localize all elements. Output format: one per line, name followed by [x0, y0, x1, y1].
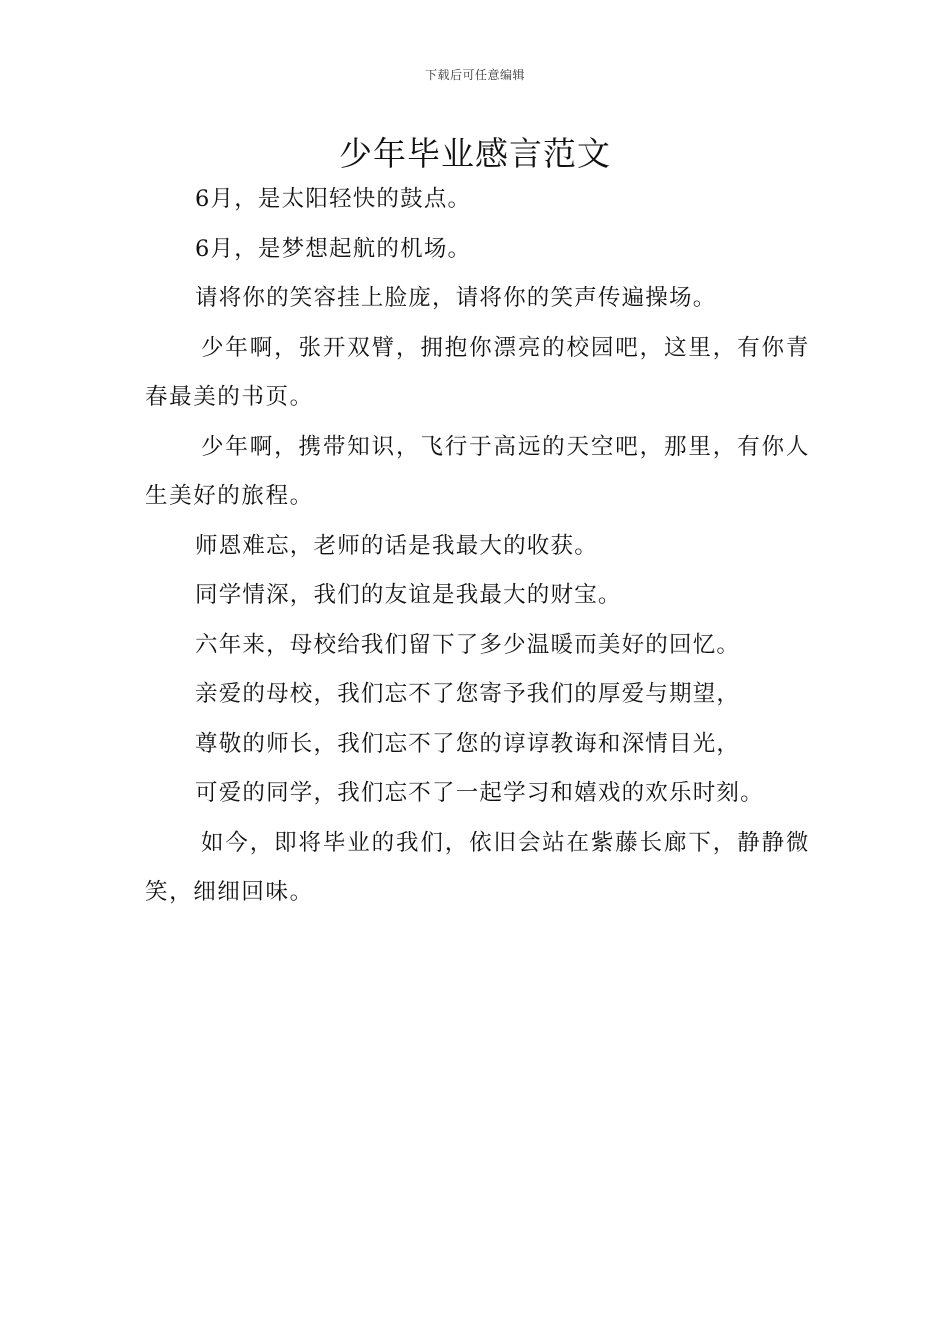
paragraph: 可爱的同学，我们忘不了一起学习和嬉戏的欢乐时刻。 [195, 780, 764, 806]
paragraph: 亲爱的母校，我们忘不了您寄予我们的厚爱与期望， [195, 681, 741, 707]
document-body [145, 175, 810, 918]
paragraph: 6月，是梦想起航的机场。 [195, 235, 472, 262]
paragraph: 少年啊，携带知识，飞行于高远的天空吧，那里，有你人生美好的旅程。 [145, 433, 810, 509]
paragraph: 尊敬的师长，我们忘不了您的谆谆教诲和深情目光， [195, 730, 741, 757]
paragraph: 师恩难忘，老师的话是我最大的收获。 [195, 532, 598, 559]
header-note: 下载后可任意编辑 [424, 68, 525, 82]
paragraph: 少年啊，张开双臂，拥抱你漂亮的校园吧，这里，有你青春最美的书页。 [145, 334, 810, 410]
paragraph: 如今，即将毕业的我们，依旧会站在紫藤长廊下，静静微笑，细细回味。 [145, 829, 810, 905]
paragraph: 同学情深，我们的友谊是我最大的财宝。 [195, 582, 622, 608]
paragraph: 6月，是太阳轻快的鼓点。 [195, 186, 472, 212]
page-title: 少年毕业感言范文 [339, 134, 611, 173]
paragraph: 请将你的笑容挂上脸庞，请将你的笑声传遍操场。 [195, 285, 717, 311]
paragraph: 六年来，母校给我们留下了多少温暖而美好的回忆。 [195, 631, 741, 658]
